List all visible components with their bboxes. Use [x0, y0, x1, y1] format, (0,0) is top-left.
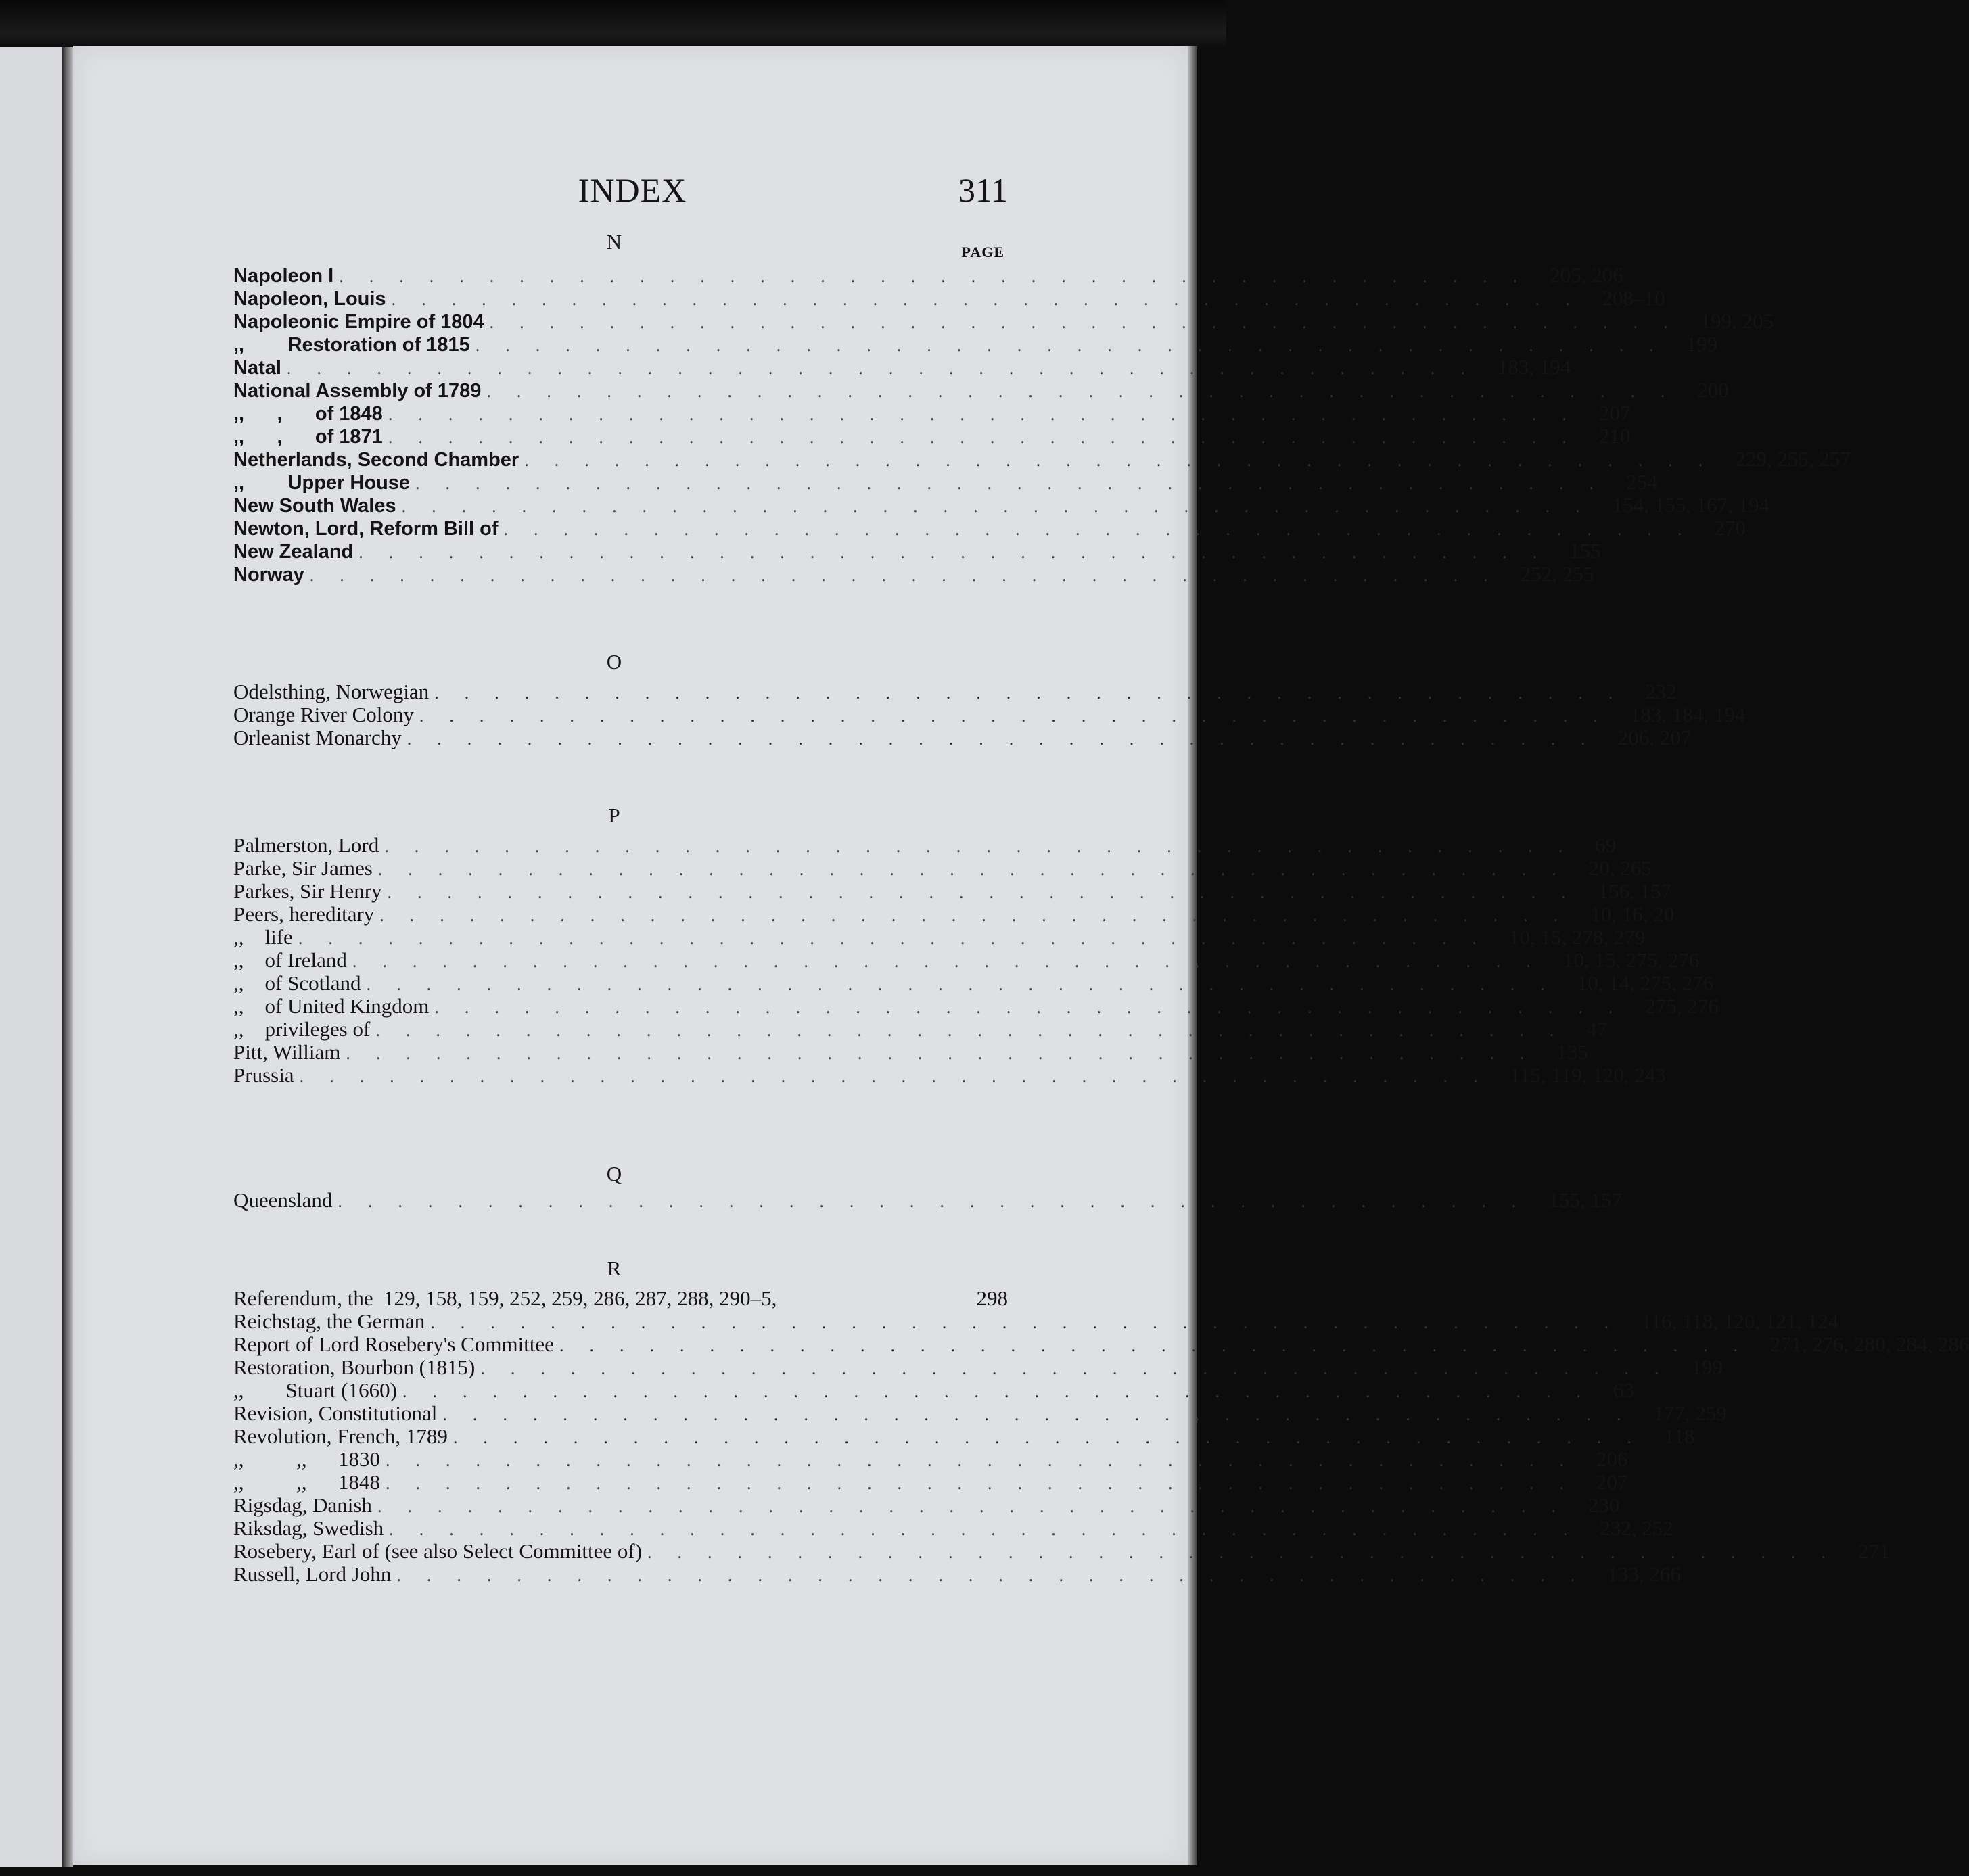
dot-leader: ........................................	[489, 312, 1694, 332]
index-entry-pages: 133, 266	[1607, 1562, 1681, 1586]
index-entry-term: Prussia	[233, 1063, 294, 1087]
index-entry-pages: 208–10	[1602, 286, 1665, 310]
facing-page-sliver	[0, 47, 66, 1867]
index-entry	[233, 1040, 1588, 1064]
dot-leader: ........................................	[559, 1336, 1763, 1355]
section-entries-o	[233, 680, 1746, 749]
section-letter-p: P	[608, 803, 620, 827]
index-entry-term: Orange River Colony	[233, 703, 414, 726]
index-entry	[233, 1401, 1727, 1425]
dot-leader: ........................................	[386, 1451, 1590, 1470]
dot-leader: ........................................	[377, 1497, 1581, 1516]
index-entry	[233, 680, 1677, 703]
index-entry-term: Pitt, William	[233, 1040, 341, 1064]
index-entry	[233, 902, 1675, 926]
index-entry	[233, 833, 1617, 857]
dot-leader: ........................................	[389, 1520, 1594, 1539]
index-entry-term: Restoration, Bourbon (1815)	[233, 1355, 476, 1379]
index-entry-term: ,, of Ireland	[233, 948, 347, 972]
index-entry-pages: 155	[1569, 539, 1601, 563]
index-entry-term: Referendum, the 129, 158, 159, 252, 259, 286, 287, 288, 290–5,	[233, 1286, 777, 1310]
index-entry-term: Queensland	[233, 1188, 333, 1212]
index-entry-term: ,, of United Kingdom	[233, 994, 430, 1018]
index-entry	[233, 516, 1746, 540]
section-entries-q	[233, 1188, 1622, 1212]
dot-leader: ........................................	[339, 266, 1544, 286]
index-entry-term: Revolution, French, 1789	[233, 1424, 448, 1448]
index-entry-term: ,, life	[233, 925, 293, 949]
index-entry-pages: 200	[1697, 378, 1729, 402]
index-entry-pages: 116, 118, 120, 121, 124	[1641, 1309, 1839, 1333]
dot-leader: ........................................	[442, 1405, 1647, 1424]
index-entry-pages: 199, 205	[1700, 309, 1774, 333]
index-entry-term: ,, of Scotland	[233, 971, 361, 995]
index-entry	[233, 355, 1571, 379]
index-entry	[233, 948, 1700, 972]
index-entry-term: ,, privileges of	[233, 1017, 371, 1041]
index-entry-term: Revision, Constitutional	[233, 1401, 438, 1425]
index-entry	[233, 1493, 1620, 1517]
index-entry-pages: 199	[1686, 332, 1718, 356]
index-entry	[233, 726, 1692, 749]
index-entry-pages: 252, 255	[1520, 562, 1594, 586]
index-entry	[233, 378, 1729, 402]
dot-leader: ........................................	[358, 542, 1563, 562]
dot-leader: ........................................	[299, 1066, 1504, 1086]
dot-leader: ........................................	[647, 1543, 1852, 1562]
dot-leader: ........................................	[407, 729, 1611, 749]
index-entry-pages: 69	[1595, 833, 1617, 857]
index-entry-pages: 10, 15, 278, 279	[1508, 925, 1646, 949]
dot-leader: ........................................	[386, 1474, 1590, 1493]
dot-leader: ........................................	[377, 860, 1582, 879]
dot-leader: ........................................	[388, 404, 1592, 424]
index-entry-pages: 270	[1714, 516, 1746, 540]
index-entry-pages: 10, 16, 20	[1590, 902, 1675, 926]
index-entry	[233, 1309, 1839, 1333]
dot-leader: ........................................	[352, 952, 1556, 971]
index-entry-pages: 271	[1858, 1539, 1890, 1563]
index-entry-term: Parkes, Sir Henry	[233, 879, 382, 903]
dot-leader: ........................................	[388, 427, 1592, 447]
index-entry-term: ,, , of 1848	[233, 403, 383, 425]
index-entry	[233, 470, 1658, 494]
index-entry-pages: 298	[976, 1286, 1008, 1310]
dot-leader: ........................................	[346, 1043, 1550, 1063]
section-entries-n	[233, 263, 1851, 586]
index-entry-term: ,, ,, 1830	[233, 1447, 380, 1471]
section-letter-r: R	[607, 1257, 622, 1280]
index-page	[73, 46, 1969, 1865]
index-entry-term: Reichstag, the German	[233, 1309, 425, 1333]
index-entry-pages: 254	[1626, 470, 1658, 494]
index-entry-pages: 10, 14, 275, 276	[1577, 971, 1714, 995]
dot-leader: ........................................	[475, 335, 1680, 355]
dot-leader: ........................................	[402, 1382, 1606, 1401]
index-entry	[233, 424, 1631, 448]
index-entry-term: ,, Restoration of 1815	[233, 334, 470, 356]
index-entry-pages: 154, 155, 167, 194	[1612, 493, 1770, 517]
index-entry-pages: 275, 276	[1645, 994, 1719, 1018]
index-entry-pages: 115, 119, 120, 243	[1510, 1063, 1666, 1087]
dot-leader: ........................................	[384, 837, 1589, 856]
index-entry	[233, 309, 1774, 333]
index-entry	[233, 1287, 1008, 1310]
index-entry-pages: 230	[1588, 1493, 1620, 1517]
section-letter-n: N	[606, 230, 622, 254]
index-entry-term: Rosebery, Earl of (see also Select Committee of)	[233, 1539, 643, 1563]
index-entry-term: Napoleonic Empire of 1804	[233, 311, 484, 333]
index-entry	[233, 332, 1718, 356]
dot-leader: ........................................	[298, 929, 1502, 948]
index-entry-term: ,, Stuart (1660)	[233, 1378, 397, 1402]
index-entry-term: Odelsthing, Norwegian	[233, 680, 430, 703]
section-entries-r	[233, 1286, 1969, 1586]
section-entries-p	[233, 833, 1719, 1087]
index-entry-term: New Zealand	[233, 541, 354, 563]
index-entry	[233, 263, 1623, 287]
index-entry-pages: 210	[1598, 424, 1631, 448]
index-entry-pages: 207	[1596, 1470, 1628, 1494]
page-number: 311	[958, 171, 1008, 209]
page-column-label: PAGE	[961, 243, 1004, 260]
index-entry	[233, 1378, 1634, 1402]
index-entry-term: Newton, Lord, Reform Bill of	[233, 518, 499, 540]
index-entry-pages: 118	[1663, 1424, 1695, 1448]
index-entry-pages: 183, 194	[1497, 355, 1571, 379]
index-entry-term: Orleanist Monarchy	[233, 726, 402, 749]
dot-leader: ........................................	[415, 473, 1620, 493]
dot-leader: ........................................	[430, 1313, 1635, 1332]
dot-leader: ........................................	[391, 289, 1596, 309]
index-entry	[233, 1562, 1681, 1586]
dot-leader: ........................................	[434, 998, 1639, 1017]
section-letter-o: O	[606, 650, 622, 674]
index-entry-term: Parke, Sir James	[233, 856, 373, 880]
index-entry-pages: 47	[1586, 1017, 1608, 1041]
index-entry-pages: 232, 252	[1600, 1516, 1673, 1540]
index-entry	[233, 879, 1672, 903]
dot-leader: ........................................	[338, 1192, 1542, 1211]
index-entry-pages: 232	[1645, 680, 1677, 703]
index-entry-term: ,, , of 1871	[233, 426, 383, 448]
index-entry-term: Peers, hereditary	[233, 902, 375, 926]
dot-leader: ........................................	[309, 565, 1514, 585]
dot-leader: ........................................	[486, 381, 1691, 401]
dot-leader: ........................................	[379, 906, 1584, 925]
index-entry	[233, 1332, 1969, 1356]
index-entry-pages: 229, 255, 257	[1735, 447, 1851, 471]
dot-leader: ........................................	[524, 450, 1729, 470]
index-entry-term: Russell, Lord John	[233, 1562, 392, 1586]
page-title: INDEX	[578, 171, 687, 209]
index-entry	[233, 1447, 1628, 1471]
index-entry-term: ,, ,, 1848	[233, 1470, 380, 1494]
dot-leader: ........................................	[419, 706, 1623, 726]
index-entry	[233, 1516, 1673, 1540]
index-entry	[233, 286, 1665, 310]
index-entry-term: Rigsdag, Danish	[233, 1493, 372, 1517]
index-entry	[233, 925, 1646, 949]
book-gutter	[62, 47, 73, 1867]
index-entry-pages: 183, 184, 194	[1629, 703, 1746, 726]
index-entry	[233, 539, 1601, 563]
index-entry	[233, 1424, 1695, 1448]
index-entry-term: Napoleon I	[233, 265, 334, 287]
index-entry	[233, 1063, 1666, 1087]
dot-leader: ........................................	[503, 519, 1708, 539]
index-entry-term: Natal	[233, 357, 281, 379]
index-entry-pages: 207	[1598, 401, 1631, 425]
dot-leader: ........................................	[453, 1428, 1657, 1447]
index-entry-term: National Assembly of 1789	[233, 380, 482, 402]
index-entry	[233, 1355, 1723, 1379]
index-entry	[233, 493, 1770, 517]
index-entry	[233, 856, 1652, 880]
section-letter-q: Q	[606, 1162, 622, 1186]
dot-leader: ........................................	[396, 1566, 1601, 1585]
index-entry-term: Napoleon, Louis	[233, 288, 386, 310]
index-entry-term: Palmerston, Lord	[233, 833, 379, 857]
index-entry-pages: 206, 207	[1617, 726, 1692, 749]
index-entry-term: Netherlands, Second Chamber	[233, 449, 519, 471]
index-entry-term: Report of Lord Rosebery's Committee	[233, 1332, 554, 1356]
index-entry-pages: 63	[1613, 1378, 1634, 1402]
index-entry-pages: 271, 276, 280, 284, 286	[1769, 1332, 1969, 1356]
index-entry-term: Norway	[233, 564, 304, 586]
index-entry-pages: 10, 15, 275, 276	[1562, 948, 1700, 972]
index-entry	[233, 971, 1714, 995]
index-entry-pages: 205, 206	[1550, 263, 1623, 287]
index-entry-pages: 206	[1596, 1447, 1628, 1471]
dot-leader: ........................................	[366, 975, 1571, 994]
dot-leader: ........................................	[375, 1021, 1580, 1040]
index-entry-pages: 177, 259	[1653, 1401, 1727, 1425]
index-entry	[233, 1017, 1608, 1041]
dot-leader: ........................................	[434, 683, 1639, 703]
scan-top-border	[0, 0, 1226, 47]
index-entry	[233, 703, 1746, 726]
index-entry-pages: 135	[1556, 1040, 1588, 1064]
index-entry-pages: 199	[1691, 1355, 1723, 1379]
dot-leader: ........................................	[286, 358, 1491, 378]
index-entry-term: New South Wales	[233, 495, 396, 517]
index-entry-pages: 20, 265	[1588, 856, 1652, 880]
dot-leader: ........................................	[401, 496, 1606, 516]
index-entry	[233, 994, 1719, 1018]
index-entry	[233, 1188, 1622, 1212]
index-entry-pages: 155, 157	[1548, 1188, 1622, 1212]
index-entry-term: ,, Upper House	[233, 472, 411, 494]
index-entry	[233, 401, 1631, 425]
index-entry-pages: 156, 157	[1598, 879, 1672, 903]
dot-leader: ........................................	[480, 1359, 1685, 1378]
index-entry	[233, 447, 1851, 471]
index-entry	[233, 562, 1594, 586]
dot-leader: ........................................	[387, 883, 1592, 902]
index-entry	[233, 1539, 1890, 1563]
index-entry-term: Riksdag, Swedish	[233, 1516, 384, 1540]
index-entry	[233, 1470, 1628, 1494]
